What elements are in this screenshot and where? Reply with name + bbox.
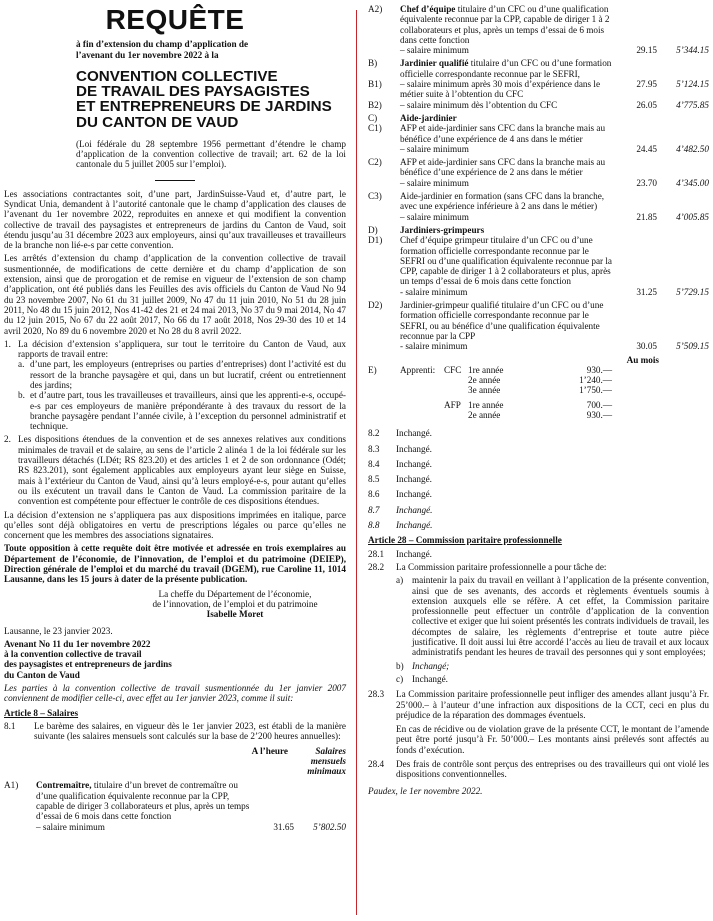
item-8-7: 8.7 Inchangé. — [368, 504, 433, 515]
salary-header-2: mensuels — [310, 755, 346, 766]
item-1b: b. et d’autre part, tous les travailleuses et travailleurs, ainsi que les apprenti-e-s, occupé-e-s par ces employeurs de manière prépondérante à des travaux du ressort de la branche paysagère pendant l’année civile, à l’exception du personnel administratif et technique. — [18, 390, 346, 432]
salary-c: C) Aide-jardinier — [368, 112, 457, 123]
avenant-title-4: du Canton de Vaud — [4, 669, 80, 680]
salary-d2: D2) Jardinier-grimpeur qualifié titulaire d’un CFC ou d’une formation officielle correspondante reconnue par le SEFRI, ou au bénéfice d’une qualification équivalente reconnue par la CPP — [368, 300, 604, 341]
item-28-2: 28.2 La Commission paritaire professionnelle a pour tâche de: — [368, 561, 607, 572]
avenant-title-2: à la convention collective de travail — [4, 649, 142, 660]
avenant-title-3: des paysagistes et entrepreneurs de jardins — [4, 659, 172, 670]
salary-b1: B1) – salaire minimum après 30 mois d’expérience dans le métier suite à l’obtention du CFC 27.95 5’124.15 — [368, 79, 709, 100]
paragraph-italic-notice: La décision d’extension ne s’appliquera pas aux dispositions imprimées en italique, parce qu’elles sont déjà obligatoires en vertu de prescriptions légales ou parce qu’elles ne concernent que les membres des associations signataires. — [4, 509, 346, 541]
convention-title-1: CONVENTION COLLECTIVE — [76, 67, 278, 85]
salary-d1: D1) Chef d’équipe grimpeur titulaire d’un CFC ou d’une formation officielle correspondante reconnue par le SEFRI ou d’une qualification équivalente reconnue par la CPP, capable de diriger 1 à 2 collaborateurs et plus, après un temps d’essai de 6 mois dans cette fonction — [368, 235, 613, 287]
item-8-6: 8.6 Inchangé. — [368, 489, 432, 500]
item-1: 1. La décision d’extension s’appliquera, sur tout le territoire du Canton de Vaud, aux rapports de travail entre: — [4, 338, 346, 360]
salary-c3-values: – salaire minimum 21.85 4’005.85 — [400, 211, 709, 222]
request-title: REQUÊTE — [105, 4, 245, 35]
convention-title-4: DU CANTON DE VAUD — [76, 113, 239, 131]
paragraph-associations: Les associations contractantes soit, d’une part, JardinSuisse-Vaud et, d’autre part, le Syndicat Unia, demandent à l’autorité cantonale que le champ d’application des clauses de l’avenant du 1er novembre 2022, reproduites en annexe et qui modifient la convention collective de travail des paysagistes et entrepreneurs de jardins du Canton de Vaud, soit étendu jusqu’au 31 décembre 2023 aux employeurs, ainsi qu’aux travailleuses et travailleurs de la branche non lié-e-s par cette convention. — [4, 188, 346, 251]
left-column — [4, 0, 346, 832]
salary-a1-values: – salaire minimum 31.65 5’802.50 — [36, 821, 346, 832]
hour-header: A l’heure — [251, 745, 288, 756]
item-28-3: 28.3 La Commission paritaire professionnelle peut infliger des amendes allant jusqu’à Fr. 25’000.– à l’auteur d’une infraction aux dispositions de la CCT, ceci en plus du préjudice de la réparation des dommages éventuels. — [368, 689, 709, 720]
salary-c2: C2) AFP et aide-jardinier sans CFC dans la branche mais au bénéfice d’une expérience de 2 ans dans le métier — [368, 157, 606, 178]
item-8-5: 8.5 Inchangé. — [368, 474, 432, 485]
monthly-header: Au mois — [626, 354, 659, 365]
item-8-2: 8.2 Inchangé. — [368, 428, 432, 439]
salary-c3: C3) Aide-jardinier en formation (sans CFC dans la branche, avec une expérience inférieure à 2 ans dans le métier) — [368, 191, 605, 212]
request-subtitle-1: à fin d’extension du champ d’application de — [76, 39, 249, 50]
paragraph-arretes: Les arrêtés d’extension du champ d’application de la convention collective de travail susmentionnée, de modifications de cette dernière et du champ d’application de son extension, ainsi que de prorogation et de remise en vigueur de l’extension de son champ d’application, ont été publiés dans les Feuilles des avis officiels du Canton de Vaud No 94 du 23 novembre 2007, No 61 du 31 juillet 2009, No 47 du 11 juin 2010, No 51 du 28 juin 2011, No 48 du 15 juin 2012, Nos 41-42 des 21 et 24 mai 2013, No 37 du 9 mai 2014, No 47 du 12 juin 2015, No 67 du 22 août 2017, No 66 du 17 août 2018, Nos 29-30 des 10 et 14 avril 2020, No 89 du 6 novembre 2020 et No 28 du 8 avril 2022. — [4, 253, 346, 336]
item-8-1: 8.1 Le barème des salaires, en vigueur dès le 1er janvier 2023, est établi de la manière suivante (les salaires mensuels sont calculés sur la base de 2’200 heures annuelles): — [4, 720, 346, 742]
item-8-3: 8.3 Inchangé. — [368, 443, 432, 454]
avenant-intro: Les parties à la convention collective de travail susmentionnée du 1er janvier 2007 conviennent de modifier celle-ci, avec effet au 1er janvier 2023, comme il suit: — [4, 683, 346, 704]
signature-line-1: La cheffe du Département de l’économie, — [158, 588, 312, 599]
article-28-heading: Article 28 – Commission paritaire professionnelle — [368, 535, 562, 546]
item-28-2-a: a) maintenir la paix du travail en veillant à l’application de la présente convention, ainsi que de ses avenants, des accords et règlements éventuels soumis à extension auxquels elle se réfère. A cet effet, la Commission paritaire professionnelle peut effectuer un contrôle d’application de la convention collective et exiger que lui soient présentés les contrats individuels de travail, les décomptes de salaire, les règlements d’entreprise et toute autre pièce justificative. Il doit aussi lui être accordé l’accès au lieu de travail et aux locaux administratifs pendant les heures de travail des personnes qui y sont employées; — [396, 575, 709, 658]
law-reference: (Loi fédérale du 28 septembre 1956 permettant d’étendre le champ d’application de la convention collective de travail; art. 62 de la loi cantonale du 5 juillet 2005 sur l’emploi). — [76, 138, 346, 170]
item-28-2-b: b) Inchangé; — [396, 660, 450, 671]
article-8-heading: Article 8 – Salaires — [4, 707, 79, 718]
item-8-4: 8.4 Inchangé. — [368, 458, 432, 469]
right-column — [368, 4, 709, 796]
convention-title-2: DE TRAVAIL DES PAYSAGISTES — [76, 83, 310, 101]
request-subtitle-2: l’avenant du 1er novembre 2022 à la — [76, 49, 219, 60]
salary-d2-values: - salaire minimum 30.05 5’509.15 — [400, 341, 709, 352]
item-2: 2. Les dispositions étendues de la convention et de ses annexes relatives aux conditions minimales de travail et de salaire, au sens de l’article 2 alinéa 1 de la loi fédérale sur les travailleurs détachés (LDét; RS 823.20) et des articles 1 et 2 de son ordonnance (Odét; RS 823.201), sont également applicables aux employeurs ayant leur siège en Suisse, mais à l’extérieur du Canton de Vaud, ainsi qu’à leurs employé-e-s, pour autant qu’elles ou ils exécutent un travail dans le Canton de Vaud. La commission paritaire de la convention est compétente pour effectuer le contrôle de ces dispositions étendues. — [4, 434, 346, 507]
salary-c1-values: – salaire minimum 24.45 4’482.50 — [400, 143, 709, 154]
signature-line-2: de l’innovation, de l’emploi et du patrimoine — [152, 598, 318, 609]
apprentice-afp: AFP 1re année 2e année 700.— 930.— — [444, 399, 612, 420]
paragraph-opposition: Toute opposition à cette requête doit être motivée et adressée en trois exemplaires au Département de l’économie, de l’innovation, de l’emploi et du patrimoine (DEIEP), Direction générale de l’emploi et du marché du travail (DGEM), rue Caroline 11, 1014 Lausanne, dans les 15 jours à dater de la présente publication. — [4, 543, 346, 585]
item-28-2-c: c) Inchangé. — [396, 673, 448, 684]
salary-b: B) Jardinier qualifié titulaire d’un CFC ou d’une formation officielle correspondante reconnue par le SEFRI, — [368, 58, 612, 79]
salary-b2: B2) – salaire minimum dès l’obtention du CFC 26.05 4’775.85 — [368, 99, 709, 110]
salary-c2-values: – salaire minimum 23.70 4’345.00 — [400, 177, 709, 188]
apprentice-cfc: E) Apprenti: CFC 1re année 2e année 3e année 930.— 1’240.— 1’750.— — [368, 364, 612, 396]
avenant-title-1: Avenant No 11 du 1er novembre 2022 — [4, 638, 151, 649]
salary-d1-values: - salaire minimum 31.25 5’729.15 — [400, 286, 709, 297]
column-divider — [356, 10, 357, 915]
item-1a: a. d’une part, les employeurs (entreprises ou parties d’entreprises) dont l’activité est du ressort de la branche paysagère et qui, dans un but lucratif, créent ou entretiennent des jardins; — [18, 359, 346, 390]
footer-date: Paudex, le 1er novembre 2022. — [368, 785, 483, 796]
item-8-8: 8.8 Inchangé. — [368, 520, 433, 531]
date-line: Lausanne, le 23 janvier 2023. — [4, 625, 113, 636]
salary-a1: A1) Contremaître, titulaire d’un brevet de contremaître ou d’une qualification équivalente reconnue par la CPP, capable de diriger 3 collaborateurs et plus, après un temps d’essai de 6 mois dans cette fonction — [4, 780, 250, 822]
signature-name: Isabelle Moret — [206, 609, 264, 620]
salary-c1: C1) AFP et aide-jardinier sans CFC dans la branche mais au bénéfice d’une expérience de 4 ans dans le métier — [368, 123, 606, 144]
convention-title-3: ET ENTREPRENEURS DE JARDINS — [76, 98, 332, 116]
salary-a2-values: – salaire minimum 29.15 5’344.15 — [400, 45, 709, 56]
item-28-3-recidive: En cas de récidive ou de violation grave de la présente CCT, le montant de l’amende peut être porté jusqu’à Fr. 50’000.– Les montants ainsi prélevés sont affectés au fonds d’exécution. — [396, 724, 709, 755]
salary-d: D) Jardiniers-grimpeurs — [368, 224, 485, 235]
salary-a2: A2) Chef d’équipe titulaire d’un CFC ou d’une qualification équivalente reconnue par la CPP, capable de diriger 1 à 2 collaborateurs et plus, après un temps d’essai de 6 mois dans cette fonction — [368, 4, 610, 45]
salary-header-1: Salaires — [315, 745, 346, 756]
item-28-4: 28.4 Des frais de contrôle sont perçus des entreprises ou des travailleurs qui ont violé les dispositions conventionnelles. — [368, 759, 709, 780]
salary-header-3: minimaux — [307, 766, 346, 777]
item-28-1: 28.1 Inchangé. — [368, 548, 432, 559]
separator-rule — [155, 180, 195, 181]
